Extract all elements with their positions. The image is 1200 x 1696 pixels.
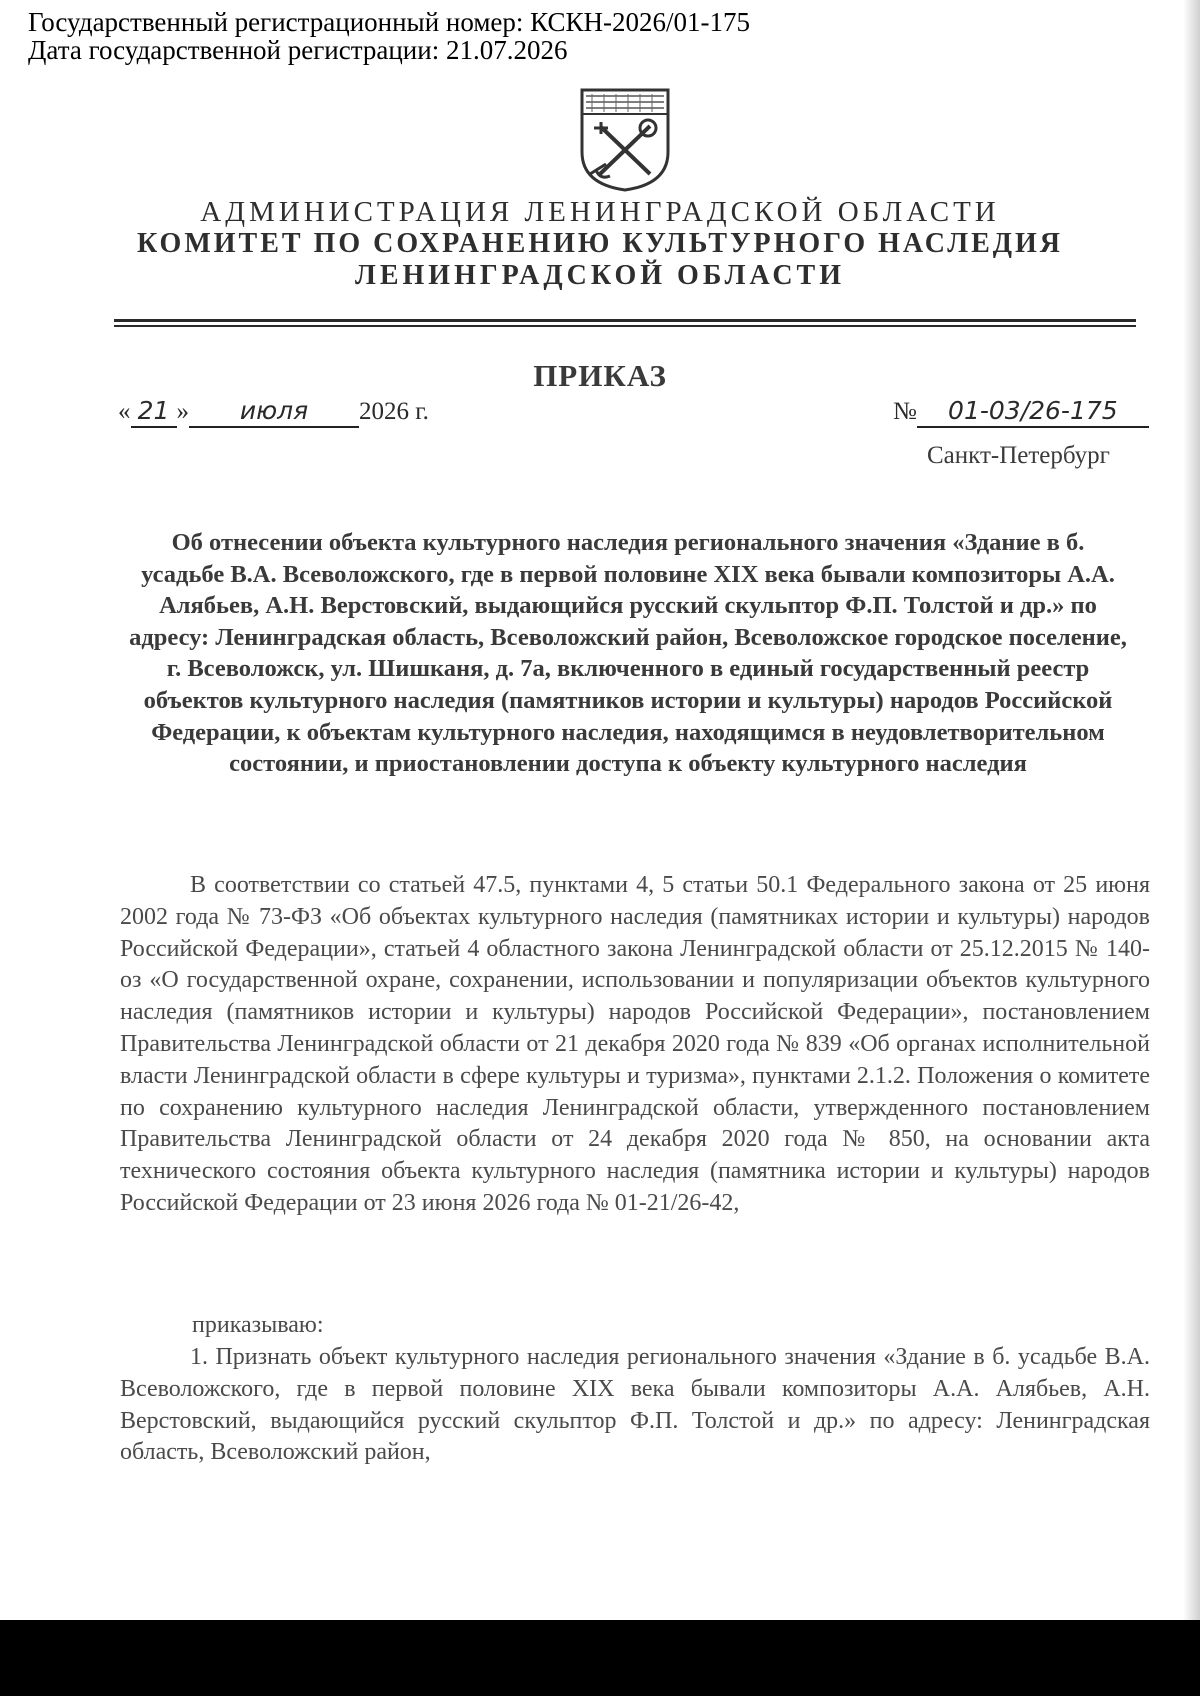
order-directive-word: приказываю: [192, 1312, 324, 1338]
org-name-line2: КОМИТЕТ ПО СОХРАНЕНИЮ КУЛЬТУРНОГО НАСЛЕДИЯ [136, 228, 1064, 259]
order-title: Об отнесении объекта культурного наследия регионального значения «Здание в б. усадьбе В.А. Всеволожского, где в первой половине XIX века бывали композиторы А.А. Алябьев, А.Н. Верстовский, выдающийся русский скульптор Ф.П. Толстой и др.» по адресу: Ленинградская область, Всеволожский район, Всеволожское городское поселение, г. Всеволожск, ул. Шишканя, д. 7а, включенного в единый государственный реестр объектов культурного наследия (памятников истории и культуры) народов Российской Федерации, к объектам культурного наследия, находящимся в неудовлетворительном состоянии, и приостановлении доступа к объекту культурного наследия [129, 529, 1127, 778]
order-city: Санкт-Петербург [927, 442, 1110, 469]
scan-edge-shadow [1183, 0, 1200, 1620]
order-number-handwritten: 01-03/26-175 [917, 396, 1149, 428]
org-name-line3: ЛЕНИНГРАДСКОЙ ОБЛАСТИ [354, 260, 846, 291]
coat-of-arms-icon [578, 86, 672, 192]
registration-number: Государственный регистрационный номер: КСКН-2026/01-175 [28, 7, 750, 37]
preamble-paragraph: В соответствии со статьей 47.5, пунктами 4, 5 статьи 50.1 Федерального закона от 25 июня 2002 года № 73-ФЗ «Об объектах культурного наследия (памятниках истории и культуры) народов Российской Федерации», статьей 4 областного закона Ленинградской области от 25.12.2015 № 140-оз «О государственной охране, сохранении, использовании и популяризации объектов культурного наследия (памятников истории и культуры) народов Российской Федерации», постановлением Правительства Ленинградской области от 21 декабря 2020 года № 839 «Об органах исполнительной власти Ленинградской области в сфере культуры и туризма», пунктами 2.1.2. Положения о комитете по сохранению культурного наследия Ленинградской области, утвержденного постановлением Правительства Ленинградской области от 24 декабря 2020 года № 850, на основании акта технического состояния объекта культурного наследия (памятника истории и культуры) народов Российской Федерации от 23 июня 2026 года № 01-21/26-42, [120, 872, 1150, 1216]
order-year: 2026 г. [359, 398, 429, 425]
number-sign: № [893, 398, 917, 425]
registration-date: Дата государственной регистрации: 21.07.2026 [28, 35, 568, 65]
order-date [118, 396, 429, 428]
quote-open: « [118, 398, 131, 425]
header-divider-thick [114, 319, 1136, 322]
header-divider-thin [114, 325, 1136, 327]
order-day-handwritten: 21 [131, 396, 177, 428]
org-name-line1: АДМИНИСТРАЦИЯ ЛЕНИНГРАДСКОЙ ОБЛАСТИ [200, 196, 1000, 228]
order-item-1: 1. Признать объект культурного наследия регионального значения «Здание в б. усадьбе В.А. Всеволожского, где в первой половине XIX века бывали композиторы А.А. Алябьев, А.Н. Верстовский, выдающийся русский скульптор Ф.П. Толстой и др.» по адресу: Ленинградская область, Всеволожский район, [120, 1344, 1150, 1466]
scan-bottom-border [0, 1620, 1200, 1696]
registration-block [28, 8, 750, 64]
document-type: ПРИКАЗ [533, 358, 667, 393]
order-number [893, 396, 1149, 428]
quote-close: » [176, 398, 189, 425]
order-month-handwritten: июля [189, 396, 359, 428]
